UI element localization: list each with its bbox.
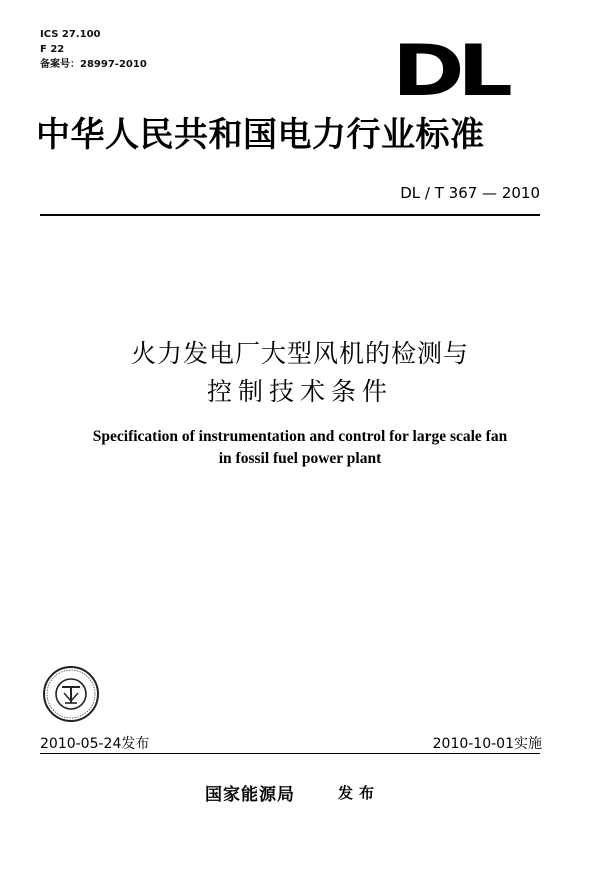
standards-press-seal-icon (42, 665, 100, 723)
implementation-date: 2010-10-01实施 (432, 736, 542, 752)
publish-label: 发布 (338, 786, 381, 802)
standard-category-heading: 中华人民共和国电力行业标准 (36, 117, 485, 154)
issue-date: 2010-05-24发布 (40, 736, 150, 752)
record-number: 备案号：28997-2010 (40, 59, 147, 70)
title-chinese-line-1: 火力发电厂大型风机的检测与 (130, 339, 469, 368)
title-english-line-2: in fossil fuel power plant (218, 450, 382, 467)
title-english-line-1: Specification of instrumentation and control for large scale fan (92, 428, 508, 445)
ccs-code: F 22 (40, 44, 65, 55)
publisher-name: 国家能源局 (205, 785, 295, 804)
title-chinese-line-2: 控制技术条件 (206, 377, 393, 406)
dl-logo: DL (392, 30, 506, 112)
standard-number: DL / T 367 — 2010 (400, 184, 540, 202)
footer-divider (40, 753, 540, 754)
header-divider (40, 214, 540, 216)
ics-code: ICS 27.100 (40, 29, 101, 40)
document-metadata (40, 27, 147, 72)
